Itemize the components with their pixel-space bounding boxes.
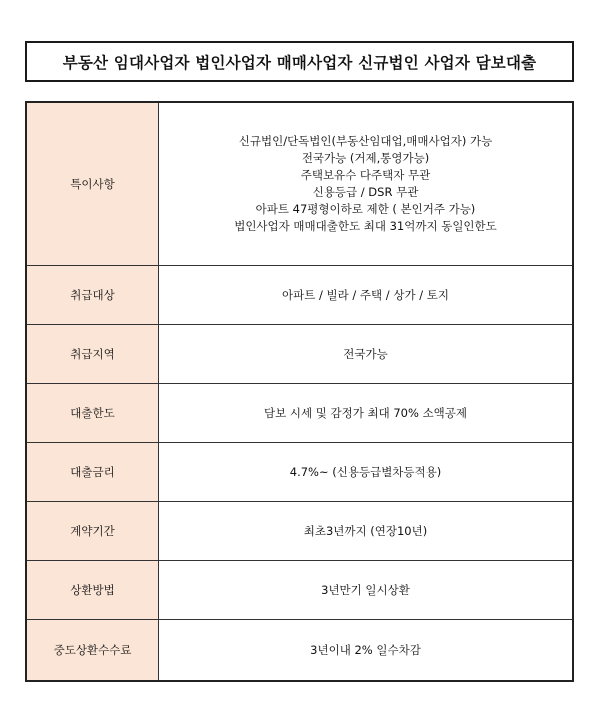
table-row-region xyxy=(26,325,573,384)
rate-value: 4.7%~ (신용등급별차등적용) xyxy=(159,443,574,502)
notes-label: 특이사항 xyxy=(26,102,159,266)
repayment-value: 3년만기 일시상환 xyxy=(159,561,574,620)
prepayment-fee-label: 중도상환수수료 xyxy=(26,620,159,682)
target-label: 취급대상 xyxy=(26,266,159,325)
table-row-term xyxy=(26,502,573,561)
table-row-prepayment-fee xyxy=(26,620,573,682)
notes-value xyxy=(159,102,574,266)
table-row-target xyxy=(26,266,573,325)
region-value: 전국가능 xyxy=(159,325,574,384)
note-line: 법인사업자 매매대출한도 최대 31억까지 동일인한도 xyxy=(234,219,497,233)
table-row-limit xyxy=(26,384,573,443)
note-line: 신용등급 / DSR 무관 xyxy=(312,185,419,199)
table-row-notes xyxy=(26,102,573,266)
note-line: 아파트 47평형이하로 제한 ( 본인거주 가능) xyxy=(255,202,476,216)
region-label: 취급지역 xyxy=(26,325,159,384)
table-row-repayment xyxy=(26,561,573,620)
target-value: 아파트 / 빌라 / 주택 / 상가 / 토지 xyxy=(159,266,574,325)
note-line: 전국가능 (거제,통영가능) xyxy=(301,151,430,165)
term-value: 최초3년까지 (연장10년) xyxy=(159,502,574,561)
limit-value: 담보 시세 및 감정가 최대 70% 소액공제 xyxy=(159,384,574,443)
rate-label: 대출금리 xyxy=(26,443,159,502)
prepayment-fee-value: 3년이내 2% 일수차감 xyxy=(159,620,574,682)
limit-label: 대출한도 xyxy=(26,384,159,443)
repayment-label: 상환방법 xyxy=(26,561,159,620)
note-line: 신규법인/단독법인(부동산임대업,매매사업자) 가능 xyxy=(238,134,493,148)
term-label: 계약기간 xyxy=(26,502,159,561)
loan-info-table xyxy=(25,101,574,682)
table-row-rate xyxy=(26,443,573,502)
page-title: 부동산 임대사업자 법인사업자 매매사업자 신규법인 사업자 담보대출 xyxy=(25,41,574,82)
note-line: 주택보유수 다주택자 무관 xyxy=(300,168,431,182)
